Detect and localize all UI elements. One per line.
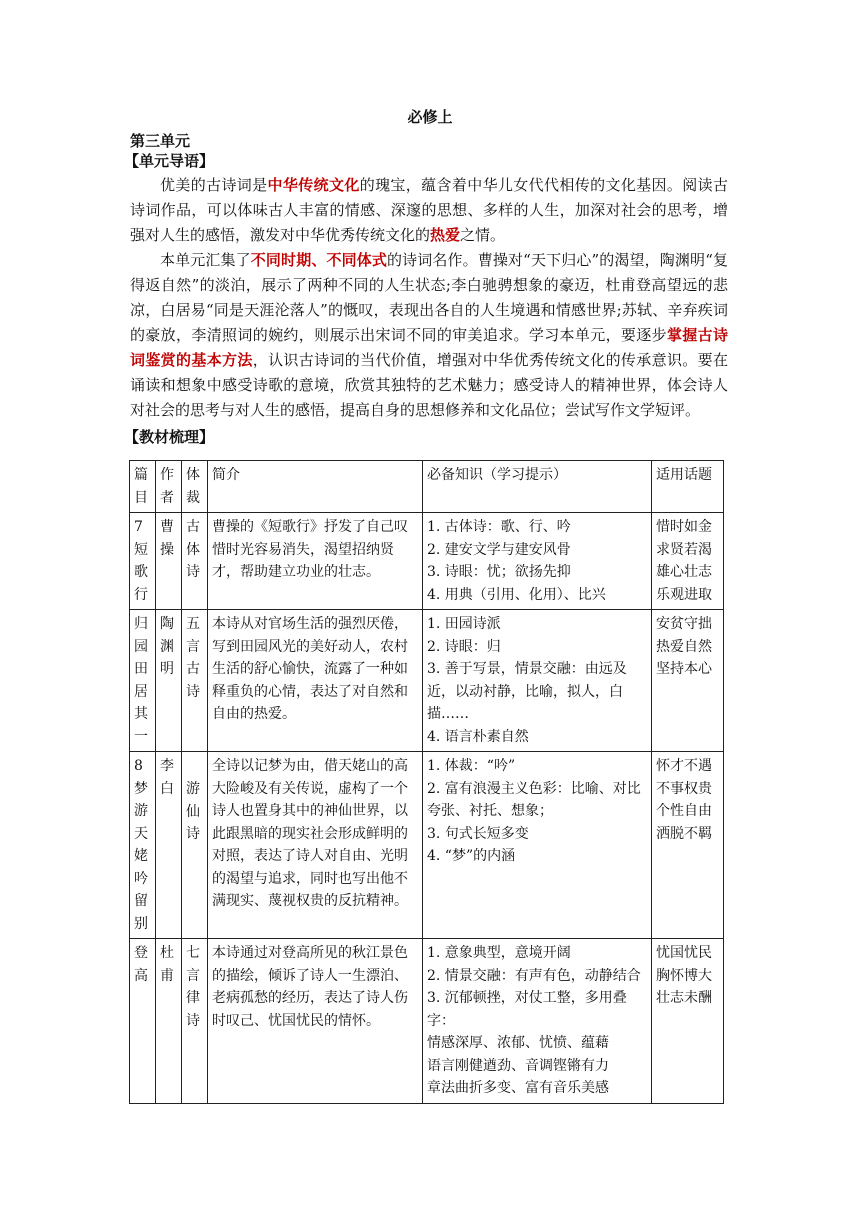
poem-author: 李白 [156,752,182,939]
poem-title: 归园田居其一 [130,610,156,752]
poem-genre: 游仙诗 [182,752,208,939]
poem-genre: 五言古诗 [182,610,208,752]
unit-title: 第三单元 [130,132,191,150]
knowledge-item: 3. 善于写景，情景交融：由远及近，以动衬静，比喻，拟人，白描…… [427,661,627,722]
poem-author: 杜甫 [156,939,182,1104]
poem-knowledge [423,752,652,939]
column-header-title: 篇目 [130,461,156,513]
poem-summary: 本诗从对官场生活的强烈厌倦，写到田园风光的美好动人，农村生活的舒心愉快，流露了一种如释重负的心情，表达了对自然和自由的热爱。 [208,610,423,752]
knowledge-item: 2. 情景交融：有声有色，动静结合 [427,967,641,984]
paragraph-text: 优美的古诗词是 [160,176,268,194]
column-header-summary: 简介 [208,461,423,513]
highlighted-phrase: 掌握古诗词鉴赏的基本方法 [130,326,728,369]
poem-summary: 曹操的《短歌行》抒发了自己叹惜时光容易消失，渴望招纳贤才，帮助建立功业的壮志。 [208,513,423,610]
poem-title: 7短歌行 [130,513,156,610]
knowledge-item: 2. 诗眼：归 [427,638,501,655]
intro-paragraph-1 [130,173,728,248]
poem-table [129,460,724,1104]
table-header-row [130,461,724,513]
intro-heading: 【单元导语】 [124,152,215,170]
paragraph-text: 本单元汇集了 [160,251,251,269]
poem-knowledge [423,513,652,610]
highlighted-phrase: 热爱 [430,226,461,244]
knowledge-item: 3. 沉郁顿挫，对仗工整，多用叠字： [427,990,627,1029]
knowledge-list [427,942,647,1100]
poem-knowledge [423,939,652,1104]
highlighted-phrase: 不同时期、不同体式 [250,251,387,269]
table-row [130,752,724,939]
column-header-author: 作者 [156,461,182,513]
poem-title: 8梦游天姥吟留别 [130,752,156,939]
knowledge-item: 3. 句式长短多变 [427,825,529,842]
poem-topics: 安贫守拙热爱自然坚持本心 [652,610,724,752]
knowledge-item: 情感深厚、浓郁、忧愤、蕴藉 [427,1035,609,1051]
poem-summary: 全诗以记梦为由，借天姥山的高大险峻及有关传说，虚构了一个诗人也置身其中的神仙世界，以此跟黑暗的现实社会形成鲜明的对照，表达了诗人对自由、光明的渴望与追求，同时也写出他不满现实、蔑视权贵的反抗精神。 [208,752,423,939]
knowledge-item: 1. 田园诗派 [427,616,501,632]
knowledge-item: 1. 意象典型，意境开阔 [427,945,571,961]
column-header-topics: 适用话题 [652,461,724,513]
table-row [130,513,724,610]
knowledge-item: 1. 体裁：“吟” [427,758,516,774]
knowledge-item: 1. 古体诗：歌、行、吟 [427,519,571,535]
paragraph-text: ，认识古诗词的当代价值，增强对中华优秀传统文化的传承意识。要在诵读和想象中感受诗歌的意境，欣赏其独特的艺术魅力；感受诗人的精神世界，体会诗人对社会的思考与对人生的感悟，提高自身的思想修养和文化品位；尝试写作文学短评。 [130,351,728,419]
knowledge-item: 3. 诗眼：忧；欲扬先抑 [427,564,571,580]
table-row [130,939,724,1104]
poem-author: 陶渊明 [156,610,182,752]
poem-genre: 古体诗 [182,513,208,610]
poem-topics: 怀才不遇不事权贵个性自由洒脱不羁 [652,752,724,939]
knowledge-list [427,755,647,868]
intro-paragraph-2 [130,248,728,423]
knowledge-list [427,613,647,748]
knowledge-item: 语言刚健遒劲、音调铿锵有力 [427,1057,609,1074]
knowledge-item: 4. 用典（引用、化用）、比兴 [427,586,606,603]
poem-topics: 忧国忧民胸怀博大壮志未酬 [652,939,724,1104]
column-header-genre: 体裁 [182,461,208,513]
poem-title: 登高 [130,939,156,1104]
knowledge-item: 2. 富有浪漫主义色彩：比喻、对比夸张、衬托、想象； [427,780,641,819]
knowledge-item: 4. “梦”的内涵 [427,848,516,864]
poem-author: 曹操 [156,513,182,610]
paragraph-text: 的诗词名作。曹操对“天下归心”的渴望，陶渊明“复得返自然”的淡泊，展示了两种不同的人生状态;李白驰骋想象的豪迈，杜甫登高望远的悲凉，白居易“同是天涯沦落人”的慨叹，表现出各自的人生境遇和情感世界;苏轼、辛弃疾词的豪放，李清照词的婉约，则展示出宋词不同的审美追求。学习本单元，要逐步 [130,251,728,344]
textbook-heading: 【教材梳理】 [124,428,215,446]
poem-genre: 七言律诗 [182,939,208,1104]
knowledge-item: 章法曲折多变、富有音乐美感 [427,1080,609,1096]
highlighted-phrase: 中华传统文化 [267,176,360,194]
paragraph-text: 的瑰宝，蕴含着中华儿女代代相传的文化基因。阅读古诗词作品，可以体味古人丰富的情感、深邃的思想、多样的人生，加深对社会的思考，增强对人生的感悟，激发对中华优秀传统文化的 [130,176,728,244]
knowledge-item: 2. 建安文学与建安风骨 [427,541,571,558]
knowledge-item: 4. 语言朴素自然 [427,728,529,745]
page-title: 必修上 [407,108,453,126]
poem-knowledge [423,610,652,752]
table-row [130,610,724,752]
poem-summary: 本诗通过对登高所见的秋江景色的描绘，倾诉了诗人一生漂泊、老病孤愁的经历，表达了诗人伤时叹己、忧国忧民的情怀。 [208,939,423,1104]
poem-topics: 惜时如金求贤若渴雄心壮志乐观进取 [652,513,724,610]
paragraph-text: 之情。 [460,226,506,244]
knowledge-list [427,516,647,606]
column-header-knowledge: 必备知识（学习提示） [423,461,652,513]
